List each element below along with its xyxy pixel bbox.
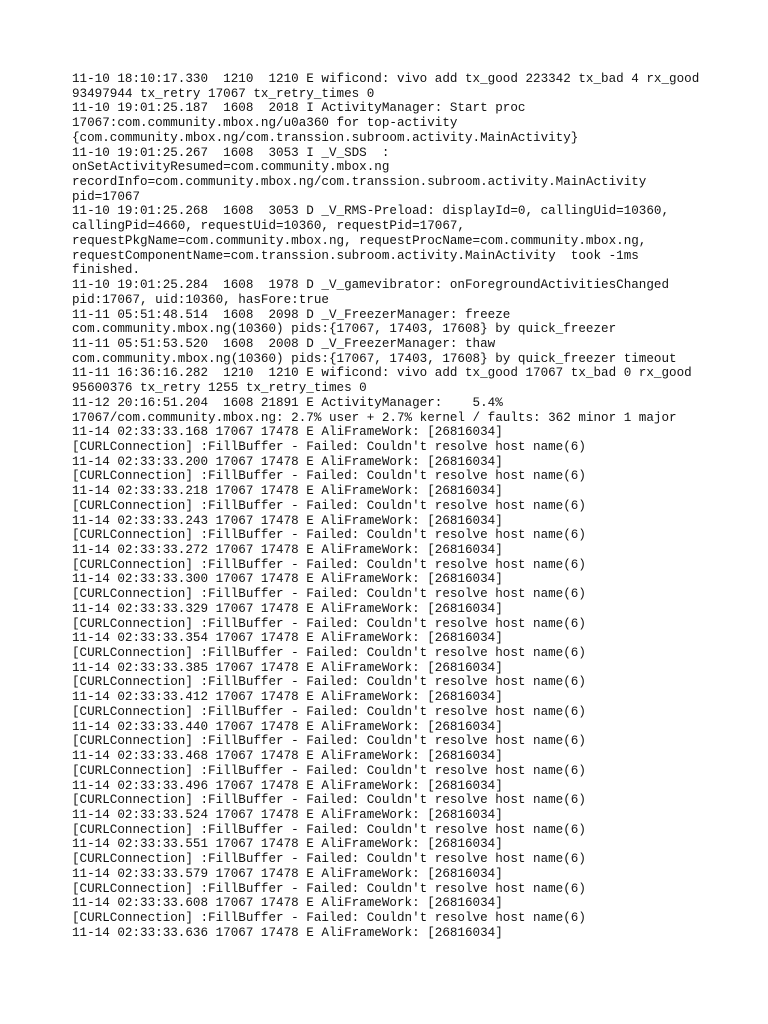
log-line: 11-12 20:16:51.204 1608 21891 E ActivityManager: 5.4%	[72, 395, 503, 410]
log-line: 11-11 16:36:16.282 1210 1210 E wificond: vivo add tx_good 17067 tx_bad 0 rx_good	[72, 366, 692, 381]
log-line: com.community.mbox.ng(10360) pids:{17067, 17403, 17608} by quick_freezer	[72, 322, 617, 337]
log-line: [CURLConnection] :FillBuffer - Failed: Couldn't resolve host name(6)	[72, 557, 586, 572]
log-line: recordInfo=com.community.mbox.ng/com.transsion.subroom.activity.MainActivity	[72, 175, 647, 190]
log-line: 11-10 18:10:17.330 1210 1210 E wificond: vivo add tx_good 223342 tx_bad 4 rx_good	[72, 72, 700, 86]
log-line: 11-14 02:33:33.524 17067 17478 E AliFrameWork: [26816034]	[72, 807, 503, 822]
log-line: 11-11 05:51:53.520 1608 2008 D _V_FreezerManager: thaw	[72, 336, 496, 351]
log-document	[72, 72, 762, 940]
log-line: 11-14 02:33:33.440 17067 17478 E AliFrameWork: [26816034]	[72, 719, 503, 734]
log-line: [CURLConnection] :FillBuffer - Failed: Couldn't resolve host name(6)	[72, 734, 586, 749]
log-line: [CURLConnection] :FillBuffer - Failed: Couldn't resolve host name(6)	[72, 704, 586, 719]
log-line: 11-14 02:33:33.200 17067 17478 E AliFrameWork: [26816034]	[72, 454, 503, 469]
log-line: 11-14 02:33:33.218 17067 17478 E AliFrameWork: [26816034]	[72, 484, 503, 499]
log-line: 11-14 02:33:33.272 17067 17478 E AliFrameWork: [26816034]	[72, 543, 503, 557]
log-line: finished.	[72, 263, 141, 278]
log-line: 11-14 02:33:33.496 17067 17478 E AliFrameWork: [26816034]	[72, 778, 503, 793]
log-line: callingPid=4660, requestUid=10360, requestPid=17067,	[72, 219, 465, 234]
log-line: requestComponentName=com.transsion.subroom.activity.MainActivity took -1ms	[72, 248, 639, 263]
log-line: [CURLConnection] :FillBuffer - Failed: Couldn't resolve host name(6)	[72, 793, 586, 808]
log-line: 93497944 tx_retry 17067 tx_retry_times 0	[72, 86, 375, 101]
log-line: [CURLConnection] :FillBuffer - Failed: Couldn't resolve host name(6)	[72, 528, 586, 543]
log-line: [CURLConnection] :FillBuffer - Failed: Couldn't resolve host name(6)	[72, 498, 586, 513]
log-line: [CURLConnection] :FillBuffer - Failed: Couldn't resolve host name(6)	[72, 675, 586, 690]
log-line: 11-14 02:33:33.551 17067 17478 E AliFrameWork: [26816034]	[72, 837, 503, 852]
log-line: 11-11 05:51:48.514 1608 2098 D _V_FreezerManager: freeze	[72, 307, 511, 322]
log-line: 17067:com.community.mbox.ng/u0a360 for top-activity	[72, 116, 458, 131]
log-line: 95600376 tx_retry 1255 tx_retry_times 0	[72, 381, 367, 396]
log-line: [CURLConnection] :FillBuffer - Failed: Couldn't resolve host name(6)	[72, 822, 586, 837]
log-line: [CURLConnection] :FillBuffer - Failed: Couldn't resolve host name(6)	[72, 616, 586, 631]
log-line: [CURLConnection] :FillBuffer - Failed: Couldn't resolve host name(6)	[72, 469, 586, 484]
log-line: 11-14 02:33:33.300 17067 17478 E AliFrameWork: [26816034]	[72, 572, 503, 587]
log-line: requestPkgName=com.community.mbox.ng, requestProcName=com.community.mbox.ng,	[72, 233, 647, 248]
log-line: com.community.mbox.ng(10360) pids:{17067, 17403, 17608} by quick_freezer timeout	[72, 351, 677, 366]
log-line: [CURLConnection] :FillBuffer - Failed: Couldn't resolve host name(6)	[72, 763, 586, 778]
log-line: 11-10 19:01:25.187 1608 2018 I ActivityManager: Start proc	[72, 101, 526, 116]
log-line: 17067/com.community.mbox.ng: 2.7% user + 2.7% kernel / faults: 362 minor 1 major	[72, 410, 677, 425]
log-line: 11-14 02:33:33.579 17067 17478 E AliFrameWork: [26816034]	[72, 866, 503, 881]
log-line: pid=17067	[72, 189, 141, 204]
log-line: pid:17067, uid:10360, hasFore:true	[72, 292, 329, 307]
log-line: {com.community.mbox.ng/com.transsion.subroom.activity.MainActivity}	[72, 130, 579, 145]
log-line: 11-14 02:33:33.385 17067 17478 E AliFrameWork: [26816034]	[72, 660, 503, 675]
log-line: 11-14 02:33:33.354 17067 17478 E AliFrameWork: [26816034]	[72, 631, 503, 646]
log-line: 11-14 02:33:33.636 17067 17478 E AliFrameWork: [26816034]	[72, 925, 503, 940]
log-line: 11-10 19:01:25.268 1608 3053 D _V_RMS-Preload: displayId=0, callingUid=10360,	[72, 204, 670, 219]
log-line: 11-14 02:33:33.608 17067 17478 E AliFrameWork: [26816034]	[72, 896, 503, 911]
log-line: 11-14 02:33:33.412 17067 17478 E AliFrameWork: [26816034]	[72, 690, 503, 705]
log-line: [CURLConnection] :FillBuffer - Failed: Couldn't resolve host name(6)	[72, 439, 586, 454]
log-line: 11-10 19:01:25.267 1608 3053 I _V_SDS :	[72, 145, 390, 160]
log-line: 11-14 02:33:33.468 17067 17478 E AliFrameWork: [26816034]	[72, 749, 503, 764]
log-line: onSetActivityResumed=com.community.mbox.ng	[72, 160, 390, 175]
log-line: [CURLConnection] :FillBuffer - Failed: Couldn't resolve host name(6)	[72, 852, 586, 867]
log-line: 11-14 02:33:33.168 17067 17478 E AliFrameWork: [26816034]	[72, 425, 503, 440]
log-line: [CURLConnection] :FillBuffer - Failed: Couldn't resolve host name(6)	[72, 881, 586, 896]
log-line: [CURLConnection] :FillBuffer - Failed: Couldn't resolve host name(6)	[72, 646, 586, 661]
log-line: 11-14 02:33:33.243 17067 17478 E AliFrameWork: [26816034]	[72, 513, 503, 528]
log-line: 11-10 19:01:25.284 1608 1978 D _V_gamevibrator: onForegroundActivitiesChanged	[72, 278, 670, 293]
log-line: [CURLConnection] :FillBuffer - Failed: Couldn't resolve host name(6)	[72, 587, 586, 602]
log-line: [CURLConnection] :FillBuffer - Failed: Couldn't resolve host name(6)	[72, 910, 586, 925]
log-line: 11-14 02:33:33.329 17067 17478 E AliFrameWork: [26816034]	[72, 601, 503, 616]
